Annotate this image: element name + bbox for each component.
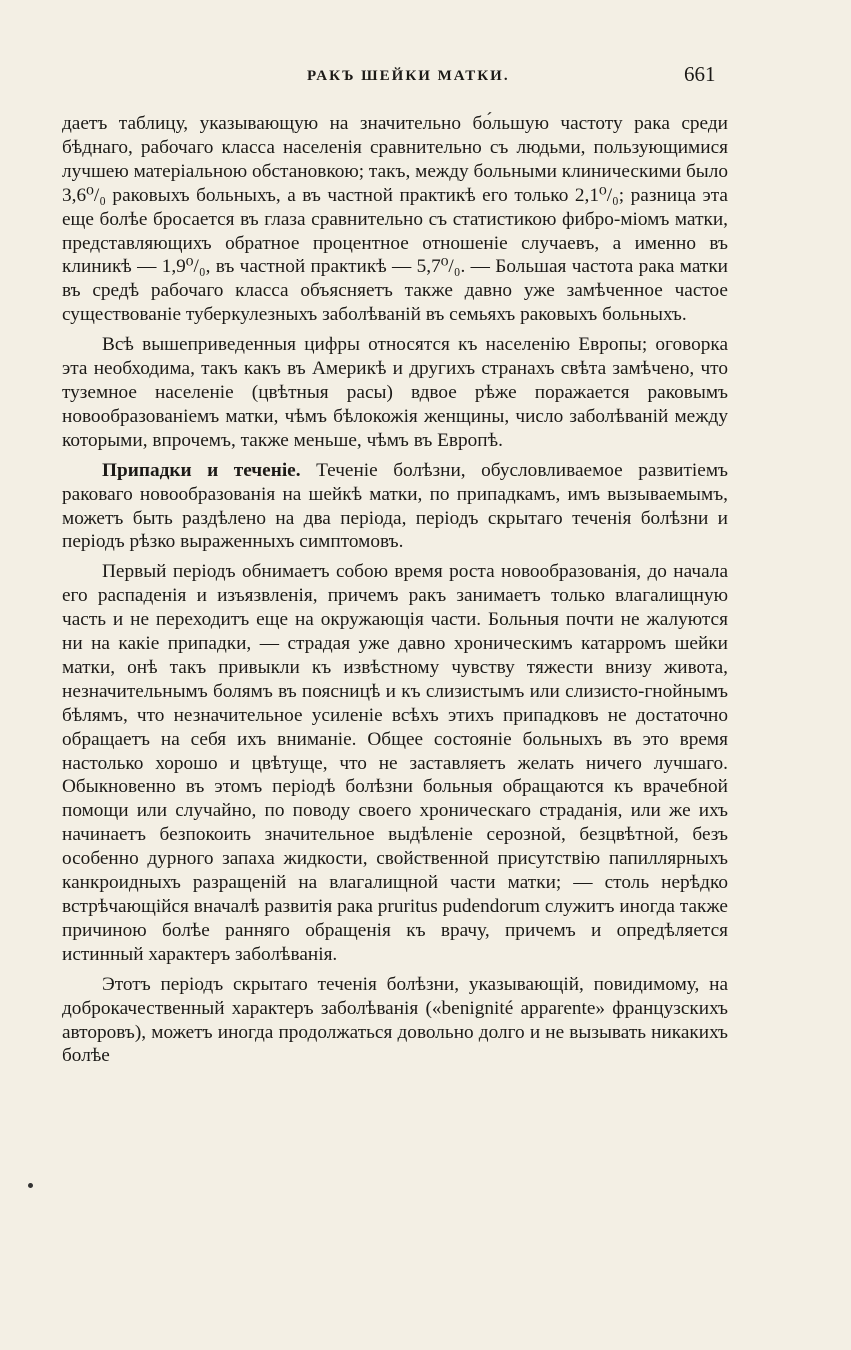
paragraph-3 bbox=[62, 459, 728, 555]
paragraph-2 bbox=[62, 333, 728, 453]
paragraph-5-text: Этотъ періодъ скрытаго теченія болѣзни, указывающій, повидимому, на доброкачественный характеръ заболѣванія («benignité apparente» французскихъ авторовъ), можетъ иногда продолжаться довольно долго и не вызывать никакихъ болѣе bbox=[62, 973, 728, 1067]
paragraph-1 bbox=[62, 112, 728, 327]
body-text bbox=[62, 112, 728, 1068]
paragraph-3-text: Теченіе болѣзни, обусловливаемое развитіемъ раковаго новообразованія на шейкѣ матки, по припадкамъ, имъ вызываемымъ, можетъ быть раздѣлено на два періода, періодъ скрытаго теченія болѣзни и періодъ рѣзко выраженныхъ симптомовъ. bbox=[62, 459, 728, 553]
section-heading: Припадки и теченіе. bbox=[102, 459, 301, 481]
paragraph-2-text: Всѣ вышеприведенныя цифры относятся къ населенію Европы; оговорка эта необходима, такъ какъ въ Америкѣ и другихъ странахъ свѣта замѣчено, что туземное населеніе (цвѣтныя расы) вдвое рѣже поражается раковымъ новообразованіемъ матки, чѣмъ бѣлокожія женщины, число заболѣваній между которыми, впрочемъ, также меньше, чѣмъ въ Европѣ. bbox=[62, 334, 728, 451]
paragraph-5 bbox=[62, 973, 728, 1069]
paragraph-4-text: Первый періодъ обнимаетъ собою время роста новообразованія, до начала его распаденія и изъязвленія, причемъ ракъ занимаетъ только влагалищную часть и не переходитъ еще на окружающія части. Больныя почти не жалуются ни на какіе припадки, — страдая уже давно хроническимъ катарромъ шейки матки, онѣ такъ привыкли къ извѣстному чувству тяжести внизу живота, незначительнымъ болямъ въ поясницѣ и къ слизистымъ или слизисто-гнойнымъ бѣлямъ, что незначительное усиленіе всѣхъ этихъ припадковъ не достаточно обращаетъ на себя ихъ вниманіе. Общее состояніе больныхъ въ это время настолько хорошо и цвѣтуще, что не заставляетъ желать ничего лучшаго. Обыкновенно въ этомъ періодѣ болѣзни больныя обращаются къ врачебной помощи или случайно, по поводу своего хроническаго страданія, или же ихъ начинаетъ безпокоить значительное выдѣленіе серозной, безцвѣтной, безъ особенно дурного запаха жидкости, свойственной присутствію папиллярныхъ канкроидныхъ разращеній на влагалищной части матки; — столь нерѣдко встрѣчающійся вначалѣ развитія рака pruritus pudendorum служитъ иногда также причиною болѣе ранняго обращенія къ врачу, причемъ и опредѣляется истинный характеръ заболѣванія. bbox=[62, 561, 728, 965]
paragraph-1-text: даетъ таблицу, указывающую на значительно бо́льшую частоту рака среди бѣднаго, рабочаго класса населенія сравнительно съ людьми, пользующимися лучшею матеріальною обстановкою; такъ, между больными клиническими было 3,6⁰/₀ раковыхъ больныхъ, а въ частной практикѣ его только 2,1⁰/₀; разница эта еще болѣе бросается въ глаза сравнительно съ статистикою фибро-міомъ матки, представляющихъ обратное процентное отношеніе случаевъ, а именно въ клиникѣ — 1,9⁰/₀, въ частной практикѣ — 5,7⁰/₀. — Большая частота рака матки въ средѣ рабочаго класса объясняетъ также давно уже замѣченное частое существованіе туберкулезныхъ заболѣваній въ семьяхъ раковыхъ больныхъ. bbox=[62, 113, 728, 326]
paragraph-4 bbox=[62, 560, 728, 966]
running-title: РАКЪ ШЕЙКИ МАТКИ. bbox=[307, 68, 510, 84]
margin-dot-mark bbox=[28, 1183, 33, 1188]
page-number: 661 bbox=[684, 62, 716, 86]
page-header bbox=[0, 62, 851, 92]
